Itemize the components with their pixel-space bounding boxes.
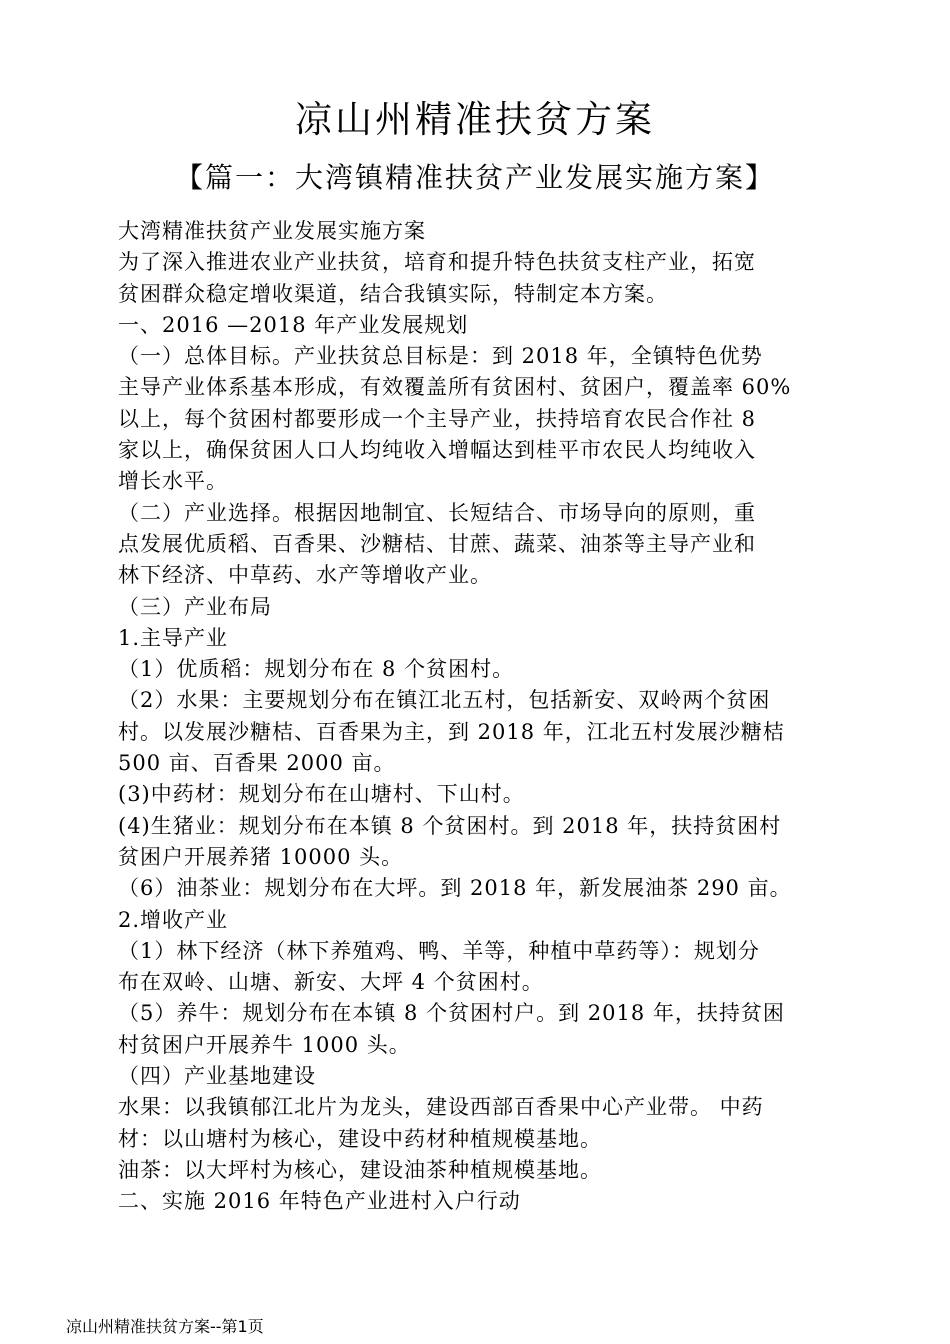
body-line: (3)中药材：规划分布在山塘村、下山村。 [118, 782, 525, 807]
body-line: 为了深入推进农业产业扶贫，培育和提升特色扶贫支柱产业，拓宽 [118, 250, 756, 275]
body-line: 村。以发展沙糖桔、百香果为主，到 2018 年，江北五村发展沙糖桔 [118, 719, 785, 744]
body-line: 500 亩、百香果 2000 亩。 [118, 751, 396, 776]
body-line: 以上，每个贫困村都要形成一个主导产业，扶持培育农民合作社 8 [118, 406, 757, 431]
body-line: 二、实施 2016 年特色产业进村入户行动 [118, 1189, 521, 1214]
body-line: 大湾精准扶贫产业发展实施方案 [118, 219, 426, 243]
body-line: （6）油茶业：规划分布在大坪。到 2018 年，新发展油茶 290 亩。 [118, 876, 792, 901]
body-line: 一、2016 —2018 年产业发展规划 [118, 312, 469, 337]
body-line: 1.主导产业 [118, 625, 229, 650]
body-line: （二）产业选择。根据因地制宜、长短结合、市场导向的原则，重 [118, 500, 756, 525]
body-line: （一）总体目标。产业扶贫总目标是：到 2018 年，全镇特色优势 [118, 344, 763, 369]
body-line: （四）产业基地建设 [118, 1064, 316, 1089]
document-title: 凉山州精准扶贫方案 [295, 98, 655, 141]
document-subtitle: 【篇一：大湾镇精准扶贫产业发展实施方案】 [174, 161, 775, 194]
body-line: 主导产业体系基本形成，有效覆盖所有贫困村、贫困户，覆盖率 60% [118, 375, 792, 400]
body-line: （1）优质稻：规划分布在 8 个贫困村。 [118, 657, 515, 682]
body-line: 村贫困户开展养牛 1000 头。 [118, 1032, 411, 1057]
body-line: 贫困户开展养猪 10000 头。 [118, 844, 404, 869]
body-line: (4)生猪业：规划分布在本镇 8 个贫困村。到 2018 年，扶持贫困村 [118, 813, 782, 838]
document-body [118, 216, 848, 1218]
body-line: 增长水平。 [118, 469, 228, 494]
body-line: 点发展优质稻、百香果、沙糖桔、甘蔗、蔬菜、油茶等主导产业和 [118, 531, 756, 556]
body-line: 水果：以我镇郁江北片为龙头，建设西部百香果中心产业带。 中药 [118, 1095, 764, 1120]
body-line: （1）林下经济（林下养殖鸡、鸭、羊等，种植中草药等）：规划分 [118, 938, 760, 963]
body-line: 贫困群众稳定增收渠道，结合我镇实际，特制定本方案。 [118, 281, 668, 306]
page-footer: 凉山州精准扶贫方案--第1页 [66, 1317, 264, 1336]
body-line: 布在双岭、山塘、新安、大坪 4 个贫困村。 [118, 970, 544, 995]
body-line: 油茶：以大坪村为核心，建设油茶种植规模基地。 [118, 1157, 602, 1182]
body-line: （5）养牛：规划分布在本镇 8 个贫困村户。到 2018 年，扶持贫困 [118, 1001, 785, 1026]
body-line: 林下经济、中草药、水产等增收产业。 [118, 563, 492, 588]
body-line: 材：以山塘村为核心，建设中药材种植规模基地。 [118, 1126, 602, 1151]
body-line: （三）产业布局 [118, 594, 272, 619]
body-line: （2）水果：主要规划分布在镇江北五村，包括新安、双岭两个贫困 [118, 688, 771, 713]
body-line: 家以上，确保贫困人口人均纯收入增幅达到桂平市农民人均纯收入 [118, 438, 756, 463]
body-line: 2.增收产业 [118, 907, 229, 932]
